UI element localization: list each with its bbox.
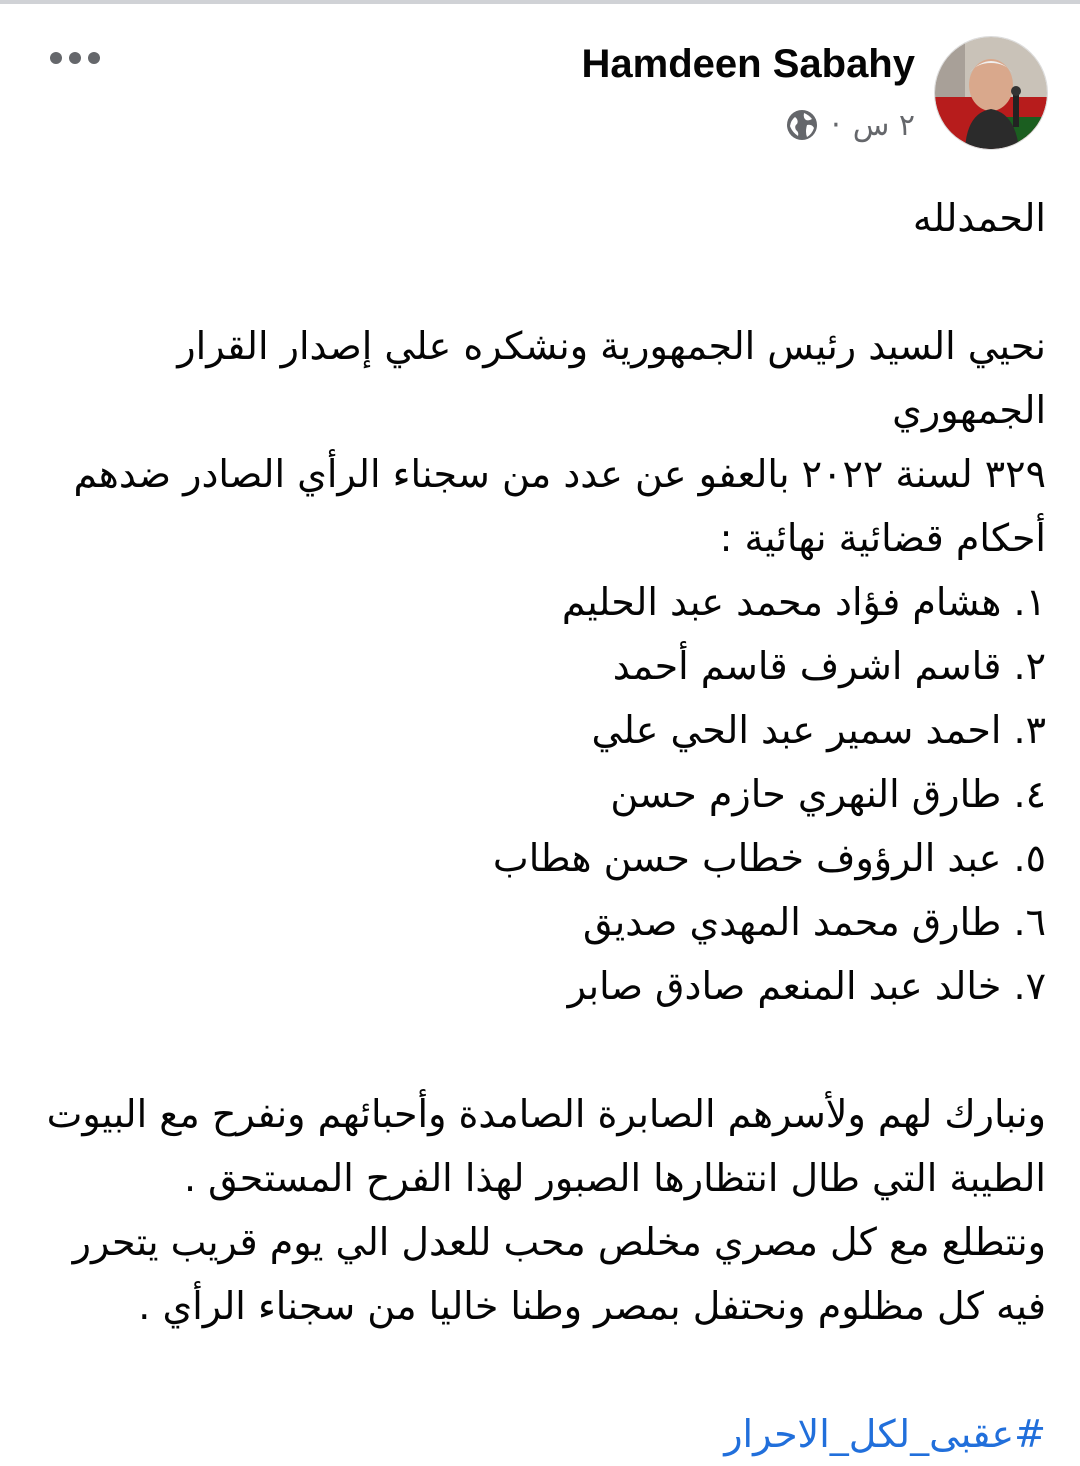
name-list-item: ٢. قاسم اشرف قاسم أحمد xyxy=(612,644,1046,688)
closing-line: فيه كل مظلوم ونحتفل بمصر وطنا خاليا من سجناء الرأي . xyxy=(138,1284,1046,1328)
paragraph-gap xyxy=(36,1018,1046,1082)
name-list-item: ٣. احمد سمير عبد الحي علي xyxy=(591,708,1046,752)
more-dot-icon xyxy=(88,52,100,64)
post-time[interactable]: ٢ س xyxy=(852,107,915,143)
post-body xyxy=(36,186,1046,1466)
closing-line: الطيبة التي طال انتظارها الصبور لهذا الفرح المستحق . xyxy=(183,1156,1046,1200)
name-list-item: ٤. طارق النهري حازم حسن xyxy=(610,772,1046,816)
name-list-item: ٧. خالد عبد المنعم صادق صابر xyxy=(567,964,1046,1008)
post-meta xyxy=(785,102,915,148)
hashtag-link[interactable]: #عقبى_لكل_الاحرار xyxy=(724,1412,1046,1456)
avatar-photo xyxy=(935,37,1047,149)
closing-line: ونبارك لهم ولأسرهم الصابرة الصامدة وأحبائهم ونفرح مع البيوت xyxy=(46,1092,1046,1136)
paragraph-gap xyxy=(36,250,1046,314)
top-divider xyxy=(0,0,1080,4)
paragraph-gap xyxy=(36,1338,1046,1402)
name-list-item: ٦. طارق محمد المهدي صديق xyxy=(582,900,1046,944)
closing-line: ونتطلع مع كل مصري مخلص محب للعدل الي يوم قريب يتحرر xyxy=(72,1220,1046,1264)
globe-icon xyxy=(785,108,819,142)
greeting-line: الحمدلله xyxy=(912,196,1046,240)
intro-line: ٣٢٩ لسنة ٢٠٢٢ بالعفو عن عدد من سجناء الرأي الصادر ضدهم xyxy=(73,452,1046,496)
name-list-item: ٥. عبد الرؤوف خطاب حسن هطاب xyxy=(492,836,1046,880)
author-name[interactable]: Hamdeen Sabahy xyxy=(581,42,915,86)
author-avatar[interactable] xyxy=(934,36,1048,150)
more-dot-icon xyxy=(50,52,62,64)
meta-separator: · xyxy=(831,107,841,143)
more-dot-icon xyxy=(69,52,81,64)
intro-line: أحكام قضائية نهائية : xyxy=(719,516,1046,560)
intro-line: نحيي السيد رئيس الجمهورية ونشكره علي إصدار القرار الجمهوري xyxy=(177,324,1046,432)
name-list-item: ١. هشام فؤاد محمد عبد الحليم xyxy=(561,580,1046,624)
more-options-button[interactable] xyxy=(50,46,100,70)
